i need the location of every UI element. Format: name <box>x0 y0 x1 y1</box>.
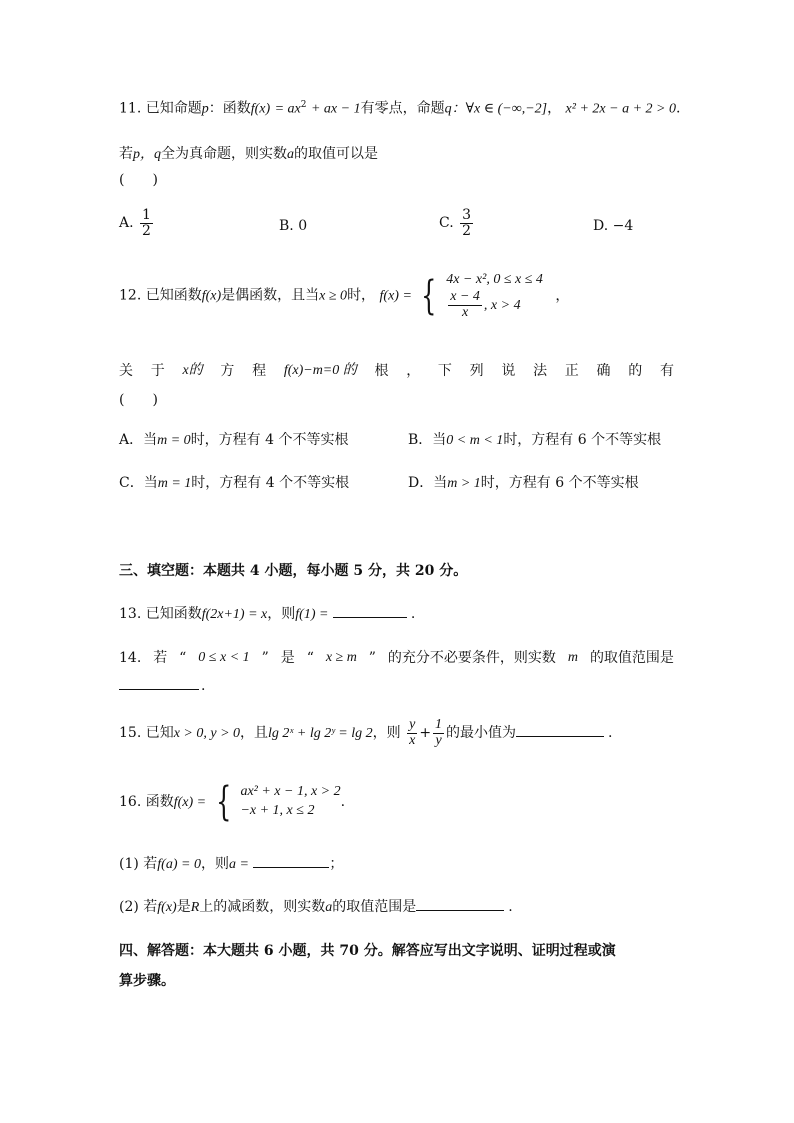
q12-word: 的 <box>628 363 643 379</box>
option-text: 时，方程有 6 个不等实根 <box>480 475 639 491</box>
section4-heading-line1: 四、解答题：本大题共 6 小题，共 70 分。解答应写出文字说明、证明过程或演 <box>119 943 616 959</box>
q16-cases <box>240 783 340 821</box>
q16-case2: −x + 1, x ≤ 2 <box>240 803 315 818</box>
q14-quote: “ <box>179 650 187 666</box>
q12-word: 说 <box>501 363 516 379</box>
q16-p1-answer-blank[interactable] <box>253 866 329 868</box>
q15-eq: lg 2ˣ + lg 2ʸ = lg 2 <box>268 726 373 742</box>
option-label: C. <box>439 215 454 232</box>
q14-quote: “ <box>306 650 314 666</box>
q16-p2-fx: f(x) <box>157 900 177 915</box>
q11-tail: + ax − 1 <box>310 101 361 117</box>
q13-answer-blank[interactable] <box>333 616 407 618</box>
q16-p1-if: (1) 若 <box>119 856 158 872</box>
option-label: A．当 <box>119 432 158 448</box>
numerator: 3 <box>462 207 472 223</box>
q12-word: 正 <box>564 363 579 379</box>
q11-line1 <box>119 100 680 118</box>
q16-p2-ask: 的取值范围是 <box>332 899 417 915</box>
q11-fx: f(x) <box>250 101 271 117</box>
q14-m: m <box>567 650 578 665</box>
q16-fx: f(x) = <box>173 795 207 810</box>
q12-case2-fraction <box>448 290 482 320</box>
q11-a: a <box>287 147 294 162</box>
q16 <box>119 779 346 825</box>
q12-fx: f(x) <box>201 288 222 304</box>
q16-p1-end: ； <box>329 856 344 872</box>
q14-cond2: x ≥ m <box>325 650 357 665</box>
q16-p1-cond: f(a) = 0 <box>157 857 201 872</box>
q12-word: 确 <box>596 363 611 379</box>
option-cond: 0 < m < 1 <box>446 433 504 448</box>
q11-colon: ：函数 <box>208 100 251 117</box>
q16-p1-then: ，则 <box>200 856 229 872</box>
denominator: 2 <box>462 222 472 239</box>
q12-word: x的 <box>182 363 203 378</box>
q15-then: ，则 <box>372 725 401 742</box>
denominator: 2 <box>142 222 151 239</box>
q15-stem: 15. 已知 <box>119 725 174 742</box>
q12-word: 有 <box>659 363 674 379</box>
q12-word: 列 <box>469 363 484 379</box>
left-brace-icon: { <box>215 779 231 825</box>
q13-then: ，则 <box>267 606 296 622</box>
q15-cond: x > 0, y > 0 <box>173 726 241 742</box>
q12-case2-tail: , x > 4 <box>483 298 521 314</box>
q12-fx2: f(x) = <box>379 288 412 304</box>
q12-option-d <box>408 475 639 493</box>
q11-option-c-fraction <box>460 208 473 238</box>
q12-equation: f(x)−m=0 的 <box>283 363 357 378</box>
q16-case1: ax² + x − 1, x > 2 <box>240 784 341 800</box>
q14-number: 14. <box>119 650 142 666</box>
q11-inequality: x² + 2x − a + 2 > 0 <box>565 101 676 117</box>
option-label: D. <box>593 218 609 234</box>
q12-word: 关 <box>119 363 133 379</box>
q12-case1: 4x − x², 0 ≤ x ≤ 4 <box>446 272 543 287</box>
option-label: B．当 <box>408 432 447 448</box>
q14-cond1: 0 ≤ x < 1 <box>198 650 250 665</box>
q13-end: . <box>410 606 416 622</box>
q14-answer-blank[interactable] <box>119 688 199 690</box>
q11-option-b <box>279 218 307 235</box>
q12-word: 根 <box>374 363 389 379</box>
option-value: −4 <box>612 218 634 234</box>
q11-q: q <box>444 101 452 117</box>
q12-word: 方 <box>220 363 235 379</box>
option-text: 时，方程有 4 个不等实根 <box>191 475 350 491</box>
q14-word: 是 <box>280 650 295 666</box>
q16-p2-end: . <box>508 899 513 915</box>
q11-pq: p，q <box>133 147 161 162</box>
denominator: x <box>409 732 416 748</box>
option-cond: m = 1 <box>157 476 192 491</box>
section3-heading: 三、填空题：本题共 4 小题，每小题 5 分，共 20 分。 <box>119 563 468 579</box>
numerator: x − 4 <box>450 288 480 304</box>
q16-p2-a: a <box>325 900 333 915</box>
q15-fraction1 <box>407 718 417 748</box>
q12-when: 时， <box>347 287 376 304</box>
q13 <box>119 606 415 624</box>
q16-p2-R: R <box>190 900 200 915</box>
q11-option-d <box>593 218 633 235</box>
q12-option-a <box>119 432 349 450</box>
q11-zero-text: 有零点，命题 <box>360 100 445 117</box>
q16-part1 <box>119 856 343 874</box>
q12-word: 法 <box>533 363 548 379</box>
q12-word: 下 <box>437 363 452 379</box>
q14-quote: ” <box>261 650 269 666</box>
numerator: y <box>409 717 416 732</box>
q12-even: 是偶函数，且当 <box>221 287 320 304</box>
q11-eq: = ax <box>274 101 301 117</box>
q12-word: ， <box>406 363 421 379</box>
q16-end: . <box>340 794 346 810</box>
option-value: 0 <box>298 218 308 234</box>
q12-line1 <box>119 271 569 320</box>
q11-paren: ( ) <box>119 172 158 188</box>
q11-sq: 2 <box>300 100 307 110</box>
denominator: x <box>461 304 469 320</box>
q14-text: 的充分不必要条件，则实数 <box>387 650 556 666</box>
q12-cond: x ≥ 0 <box>319 288 348 304</box>
q13-expr: f(2x+1) = x <box>201 607 268 622</box>
option-label: C．当 <box>119 475 158 491</box>
q12-cases <box>446 271 543 320</box>
q16-part2 <box>119 899 513 917</box>
q11-period: . <box>675 100 681 117</box>
q12-word: 于 <box>150 363 165 379</box>
q15-and: ，且 <box>240 725 269 742</box>
q11-option-c <box>439 208 475 238</box>
q11-option-a <box>119 208 155 238</box>
option-label: A. <box>119 215 134 232</box>
q16-p2-answer-blank[interactable] <box>416 909 504 911</box>
q14-line2 <box>119 678 205 695</box>
q14-ask: 的取值范围是 <box>589 650 674 666</box>
q11-if: 若 <box>119 146 133 162</box>
q12-word: 程 <box>252 363 267 379</box>
q11-stem: 11. 已知命题 <box>119 100 202 117</box>
q12-comma: ， <box>555 287 570 304</box>
q11-condition: 全为真命题，则实数 <box>161 146 287 162</box>
q15-end: . <box>608 725 613 742</box>
q15 <box>119 718 613 748</box>
section4-heading-line2: 算步骤。 <box>119 973 175 989</box>
q11-option-a-fraction <box>140 208 153 238</box>
q11-comma: ， <box>547 100 562 117</box>
q13-ask: f(1) = <box>295 607 329 622</box>
q15-min: 的最小值为 <box>446 725 517 742</box>
denominator: y <box>435 732 442 748</box>
q15-answer-blank[interactable] <box>516 735 604 737</box>
q16-stem: 16. 函数 <box>119 794 174 810</box>
q15-plus: + <box>419 725 432 742</box>
q16-p2-text: 上的减函数，则实数 <box>199 899 326 915</box>
q16-p2-if: (2) 若 <box>119 899 158 915</box>
option-cond: m = 0 <box>157 433 191 448</box>
q12-case2 <box>446 290 543 320</box>
numerator: 1 <box>142 207 151 223</box>
option-cond: m > 1 <box>447 476 481 491</box>
q11-forall: ：∀x ∈ (−∞,−2] <box>451 101 548 117</box>
q14-end: . <box>201 678 206 694</box>
numerator: 1 <box>435 717 443 732</box>
q14-line1 <box>119 650 674 667</box>
q12-stem: 12. 已知函数 <box>119 287 202 304</box>
q11-line2 <box>119 146 378 164</box>
q11-ask: 的取值可以是 <box>294 146 378 162</box>
q11-p: p <box>201 101 209 117</box>
q12-option-b <box>408 432 661 450</box>
option-text: 时，方程有 6 个不等实根 <box>503 432 662 448</box>
left-brace-icon: { <box>421 272 437 319</box>
q14-word: 若 <box>153 650 168 666</box>
q14-quote: ” <box>368 650 376 666</box>
q16-p1-ask: a = <box>228 857 249 872</box>
q15-fraction2 <box>433 718 444 748</box>
option-text: 时，方程有 4 个不等实根 <box>190 432 349 448</box>
q12-option-c <box>119 475 349 493</box>
q12-line2 <box>119 363 674 380</box>
option-label: D．当 <box>408 475 448 491</box>
q16-p2-is: 是 <box>176 899 191 915</box>
option-label: B. <box>279 218 294 234</box>
q13-stem: 13. 已知函数 <box>119 606 202 622</box>
q12-paren: ( ) <box>119 392 158 408</box>
